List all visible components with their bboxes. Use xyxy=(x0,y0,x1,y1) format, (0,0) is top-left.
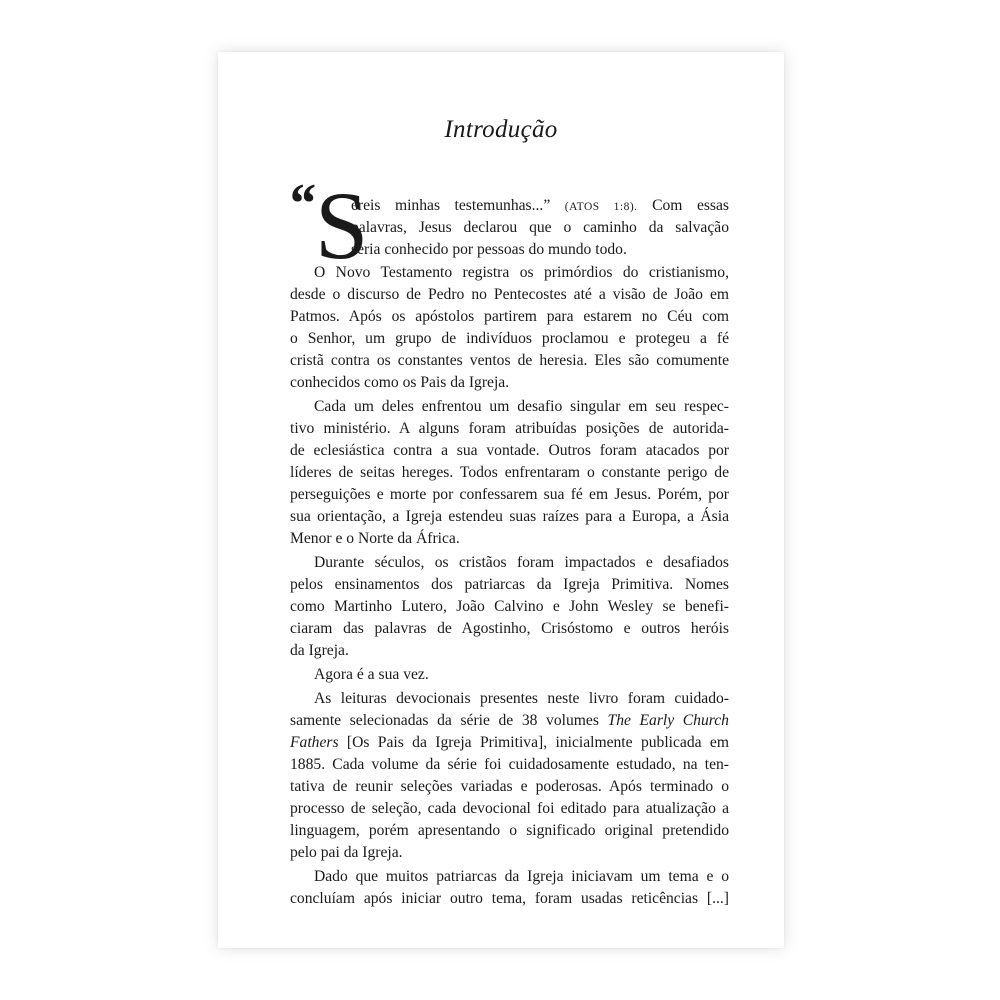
text-line: sua orientação, a Igreja estendeu suas raízes para a Europa, a Ásia xyxy=(290,508,729,525)
text-line: linguagem, porém apresentando o significado original pretendido xyxy=(290,822,729,839)
text-line: Agora é a sua vez. xyxy=(314,666,429,683)
text-line: o Senhor, um grupo de indivíduos proclamou e protegeu a fé xyxy=(290,330,729,347)
text-line: Menor e o Norte da África. xyxy=(290,530,460,547)
chapter-title: Introdução xyxy=(444,116,558,143)
text-line: desde o discurso de Pedro no Pentecostes até a visão de João em xyxy=(290,286,729,303)
text-line: cristã contra os constantes ventos de heresia. Eles são comumente xyxy=(290,352,729,369)
text-line: perseguições e morte por confessarem sua fé em Jesus. Porém, por xyxy=(290,486,729,503)
drop-cap: S xyxy=(315,172,369,279)
text-line: 1885. Cada volume da série foi cuidadosamente estudado, na ten- xyxy=(290,756,729,773)
book-series-title: The Early Church xyxy=(607,712,729,729)
text-line: concluíam após iniciar outro tema, foram usadas reticências [...] xyxy=(290,890,729,907)
text-line: ciaram das palavras de Agostinho, Crisóstomo e outros heróis xyxy=(290,620,729,637)
text-line: Fathers [Os Pais da Igreja Primitiva], inicialmente publicada em xyxy=(290,734,729,751)
text-line: samente selecionadas da série de 38 volumes The Early Church xyxy=(290,712,729,729)
text-line: tivo ministério. A alguns foram atribuídas posições de autorida- xyxy=(290,420,729,437)
text-line: O Novo Testamento registra os primórdios do cristianismo, xyxy=(314,264,729,281)
text-line: tativa de reunir seleções variadas e poderosas. Após terminado o xyxy=(290,778,729,795)
opening-line-1: ereis minhas testemunhas...” (ATOS 1:8). Com essas xyxy=(351,197,729,214)
text-line: Durante séculos, os cristãos foram impactados e desafiados xyxy=(314,554,729,571)
text-line: da Igreja. xyxy=(290,642,349,659)
opening-line-2: palavras, Jesus declarou que o caminho da salvação xyxy=(351,219,729,236)
text-line: pelo pai da Igreja. xyxy=(290,844,403,861)
book-page xyxy=(218,52,784,948)
book-series-title: Fathers xyxy=(290,734,339,751)
text-line: de eclesiástica contra a sua vontade. Outros foram atacados por xyxy=(290,442,729,459)
text-line: processo de seleção, cada devocional foi editado para atualização a xyxy=(290,800,729,817)
text-line: como Martinho Lutero, João Calvino e John Wesley se benefi- xyxy=(290,598,729,615)
text-line: conhecidos como os Pais da Igreja. xyxy=(290,374,510,391)
text-line: líderes de seitas hereges. Todos enfrentaram o constante perigo de xyxy=(290,464,729,481)
text-line: Dado que muitos patriarcas da Igreja iniciavam um tema e o xyxy=(314,868,729,885)
text-line: As leituras devocionais presentes neste livro foram cuidado- xyxy=(314,690,729,707)
opening-line-3: seria conhecido por pessoas do mundo todo. xyxy=(351,241,627,258)
text-line: Cada um deles enfrentou um desafio singular em seu respec- xyxy=(314,398,729,415)
text-line: Patmos. Após os apóstolos partirem para estarem no Céu com xyxy=(290,308,729,325)
scripture-reference: (ATOS 1:8). xyxy=(564,201,638,213)
opening-quote-mark: “ xyxy=(287,173,315,235)
text-line: pelos ensinamentos dos patriarcas da Igreja Primitiva. Nomes xyxy=(290,576,729,593)
